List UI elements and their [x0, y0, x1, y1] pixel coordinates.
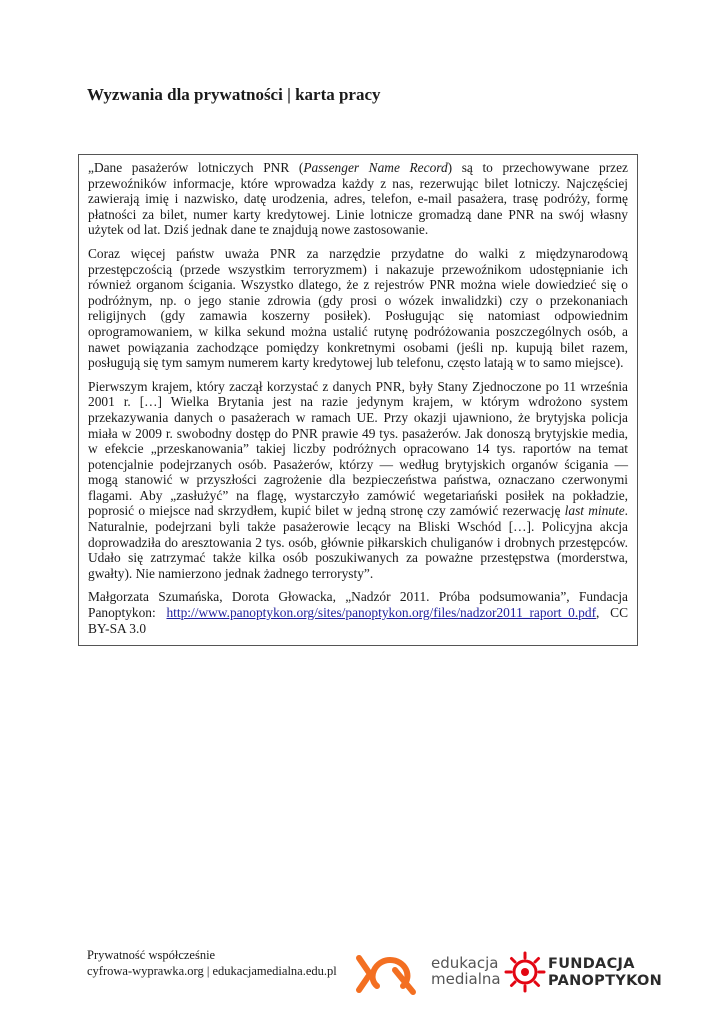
- fundacja-panoptykon-wordmark: [548, 956, 662, 990]
- p1-text-b: ) są to przechowywane przez przewoźników informacje, które wprowadza każdy z nas, rezerwując bilet lotniczy. Najczęściej zawierają imię i nazwisko, datę urodzenia, adres, telefon, e-mail pasażera, trasę podróży, formę płatności za bilet, numer karty kredytowej. Linie lotnicze gromadzą dane PNR na swój własny użytek od lat. Dziś jednak dane te znajdują nowe zastosowanie.: [88, 160, 628, 238]
- footer-line-2: cyfrowa-wyprawka.org | edukacjamedialna.edu.pl: [87, 963, 337, 978]
- p3-emphasis: last minute: [564, 503, 625, 519]
- license-text: , CC BY-SA 3.0: [88, 605, 629, 636]
- paragraph-1: [88, 160, 628, 238]
- p1-emphasis: Passenger Name Record: [303, 160, 448, 175]
- em-line-1: edukacja: [431, 954, 499, 972]
- p3-text-a: Pierwszym krajem, który zaczął korzystać z danych PNR, były Stany Zjednoczone po 11 września 2001 r. […] Wielka Brytania jest na razie jedynym krajem, w którym wdrożono system przekazywania danych o pasażerach w ramach UE. Przy okazji ujawniono, że brytyjska policja miała w 2009 r. swobodny dostęp do PNR prawie 49 tys. pasażerów. Jak donoszą brytyjskie media, w efekcie „przeskanowania” takiej liczby podróżnych opracowano 14 tys. raportów na temat potencjalnie podejrzanych osób. Pasażerów, którzy — według brytyjskich organów ścigania — mogą stanowić w przyszłości zagrożenie dla bezpieczeństwa państwa, oznaczano czerwonymi flagami. Aby „zasłużyć” na flagę, wystarczyło zamówić wegetariański posiłek na pokładzie, poprosić o miejsce nad skrzydłem, kupić bilet w jedną stronę czy zamówić rezerwację: [88, 378, 628, 519]
- fp-line-2: PANOPTYKON: [548, 973, 663, 989]
- quote-box: [78, 154, 638, 646]
- edukacja-medialna-wordmark: [431, 955, 501, 987]
- p3-text-b: . Naturalnie, podejrzani byli także pasażerowie lecący na Bliski Wschód […]. Policyjna akcja doprowadziła do aresztowania 2 tys. osób, głównie piłkarskich chuliganów i drobnych przestępców. Udało się zatrzymać także kilka osób poszukiwanych za poważne przestępstwa (morderstwa, gwałty). Nie namierzono jednak żadnego terrorysty”.: [88, 503, 629, 581]
- edukacja-medialna-logo: [353, 950, 501, 998]
- em-line-2: medialna: [431, 970, 501, 988]
- citation-text: Małgorzata Szumańska, Dorota Głowacka, „Nadzór 2011. Próba podsumowania”, Fundacja Panoptykon:: [88, 589, 628, 621]
- paragraph-2: Coraz więcej państw uważa PNR za narzędzie przydatne do walki z międzynarodową przestępczością (przede wszystkim terroryzmem) i nakazuje przewoźnikom udostępnianie ich również organom ścigania. Wszystko dlatego, że z rejestrów PNR można wiele dowiedzieć się o podróżnym, np. o jego stanie zdrowia (gdy prosi o wózek inwalidzki) czy o przekonaniach religijnych (gdy zamawia koszerny posiłek). Posługując się natomiast odpowiednim oprogramowaniem, w kilka sekund można ustalić rutynę podróżowania poszczególnych osób, a nawet powiązania zachodzące pomiędzy konkretnymi osobami (jeśli np. kupują bilet razem, posługują się tym samym numerem karty kredytowej lub telefonu, często latają w to samo miejsce).: [88, 245, 628, 371]
- footer-line-1: Prywatność współcześnie: [87, 948, 216, 962]
- fundacja-panoptykon-logo: [503, 950, 663, 1000]
- source-link[interactable]: http://www.panoptykon.org/sites/panoptykon.org/files/nadzor2011_raport_0.pdf: [166, 605, 597, 621]
- p1-text-a: „Dane pasażerów lotniczych PNR (: [88, 160, 304, 175]
- footer-text: [87, 948, 337, 979]
- panoptykon-eye-icon: [503, 950, 547, 994]
- page-title: Wyzwania dla prywatności | karta pracy: [87, 85, 381, 104]
- paragraph-3: [88, 379, 628, 582]
- fp-line-1: FUNDACJA: [548, 956, 635, 972]
- source-citation: [88, 589, 628, 636]
- edukacja-medialna-icon: [353, 950, 429, 998]
